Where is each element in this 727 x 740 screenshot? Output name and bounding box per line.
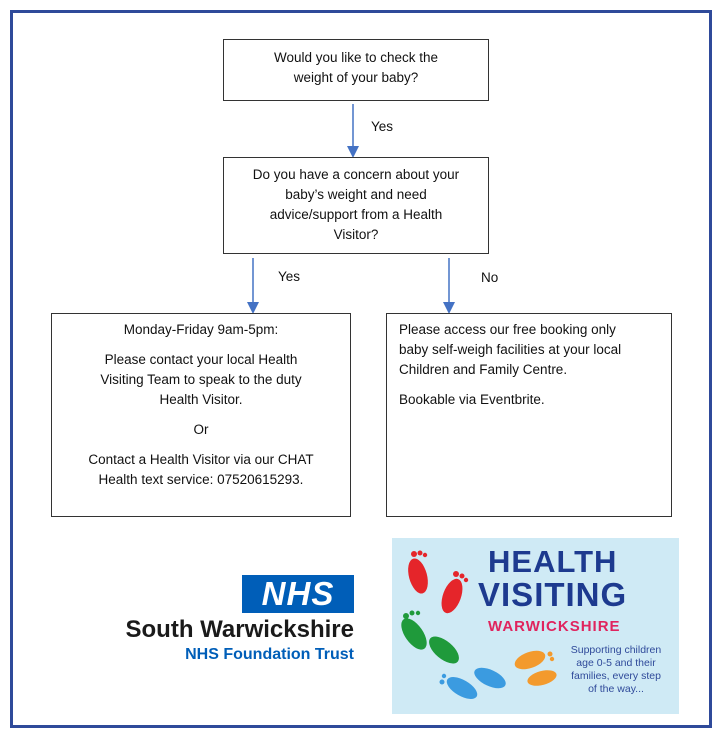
hv-tag-line4: of the way... — [588, 683, 644, 695]
hv-title-visiting: VISITING — [478, 576, 628, 613]
label-no: No — [481, 270, 499, 285]
chat-line2: Health text service: 07520615293. — [98, 472, 304, 487]
hv-tag-line2: age 0-5 and their — [576, 657, 656, 669]
hv-tag-line3: families, every step — [571, 670, 661, 682]
q2-line2: baby’s weight and need — [285, 187, 427, 202]
q2-line3: advice/support from a Health — [269, 207, 443, 222]
contact-line1: Please contact your local Health — [104, 352, 298, 367]
q1-line2: weight of your baby? — [293, 70, 419, 85]
box-self-weigh — [386, 313, 672, 517]
contact-line3: Health Visitor. — [159, 392, 243, 407]
eventbrite-text: Bookable via Eventbrite. — [399, 392, 545, 407]
box-contact-health-visitor — [51, 313, 351, 517]
org-name: South Warwickshire — [125, 616, 354, 643]
selfweigh-line2: baby self-weigh facilities at your local — [399, 342, 622, 357]
org-subtitle: NHS Foundation Trust — [185, 646, 354, 663]
nhs-logo: NHS — [242, 575, 354, 613]
contact-line2: Visiting Team to speak to the duty — [100, 372, 302, 387]
label-yes-2: Yes — [278, 269, 301, 284]
hours-text: Monday-Friday 9am-5pm: — [123, 322, 279, 337]
selfweigh-line1: Please access our free booking only — [399, 322, 616, 337]
hv-tagline — [556, 644, 676, 696]
label-yes-1: Yes — [371, 119, 394, 134]
hv-title-health: HEALTH — [488, 544, 618, 579]
hv-title-warwickshire: WARWICKSHIRE — [488, 618, 621, 635]
hv-tag-line1: Supporting children — [570, 644, 662, 656]
q2-line4: Visitor? — [333, 227, 379, 242]
q2-line1: Do you have a concern about your — [252, 167, 460, 182]
question-weight-concern — [223, 157, 489, 254]
selfweigh-line3: Children and Family Centre. — [399, 362, 568, 377]
q1-line1: Would you like to check the — [273, 50, 439, 65]
chat-line1: Contact a Health Visitor via our CHAT — [88, 452, 314, 467]
or-text: Or — [193, 422, 209, 437]
question-check-weight — [223, 39, 489, 101]
health-visiting-logo — [392, 538, 679, 714]
